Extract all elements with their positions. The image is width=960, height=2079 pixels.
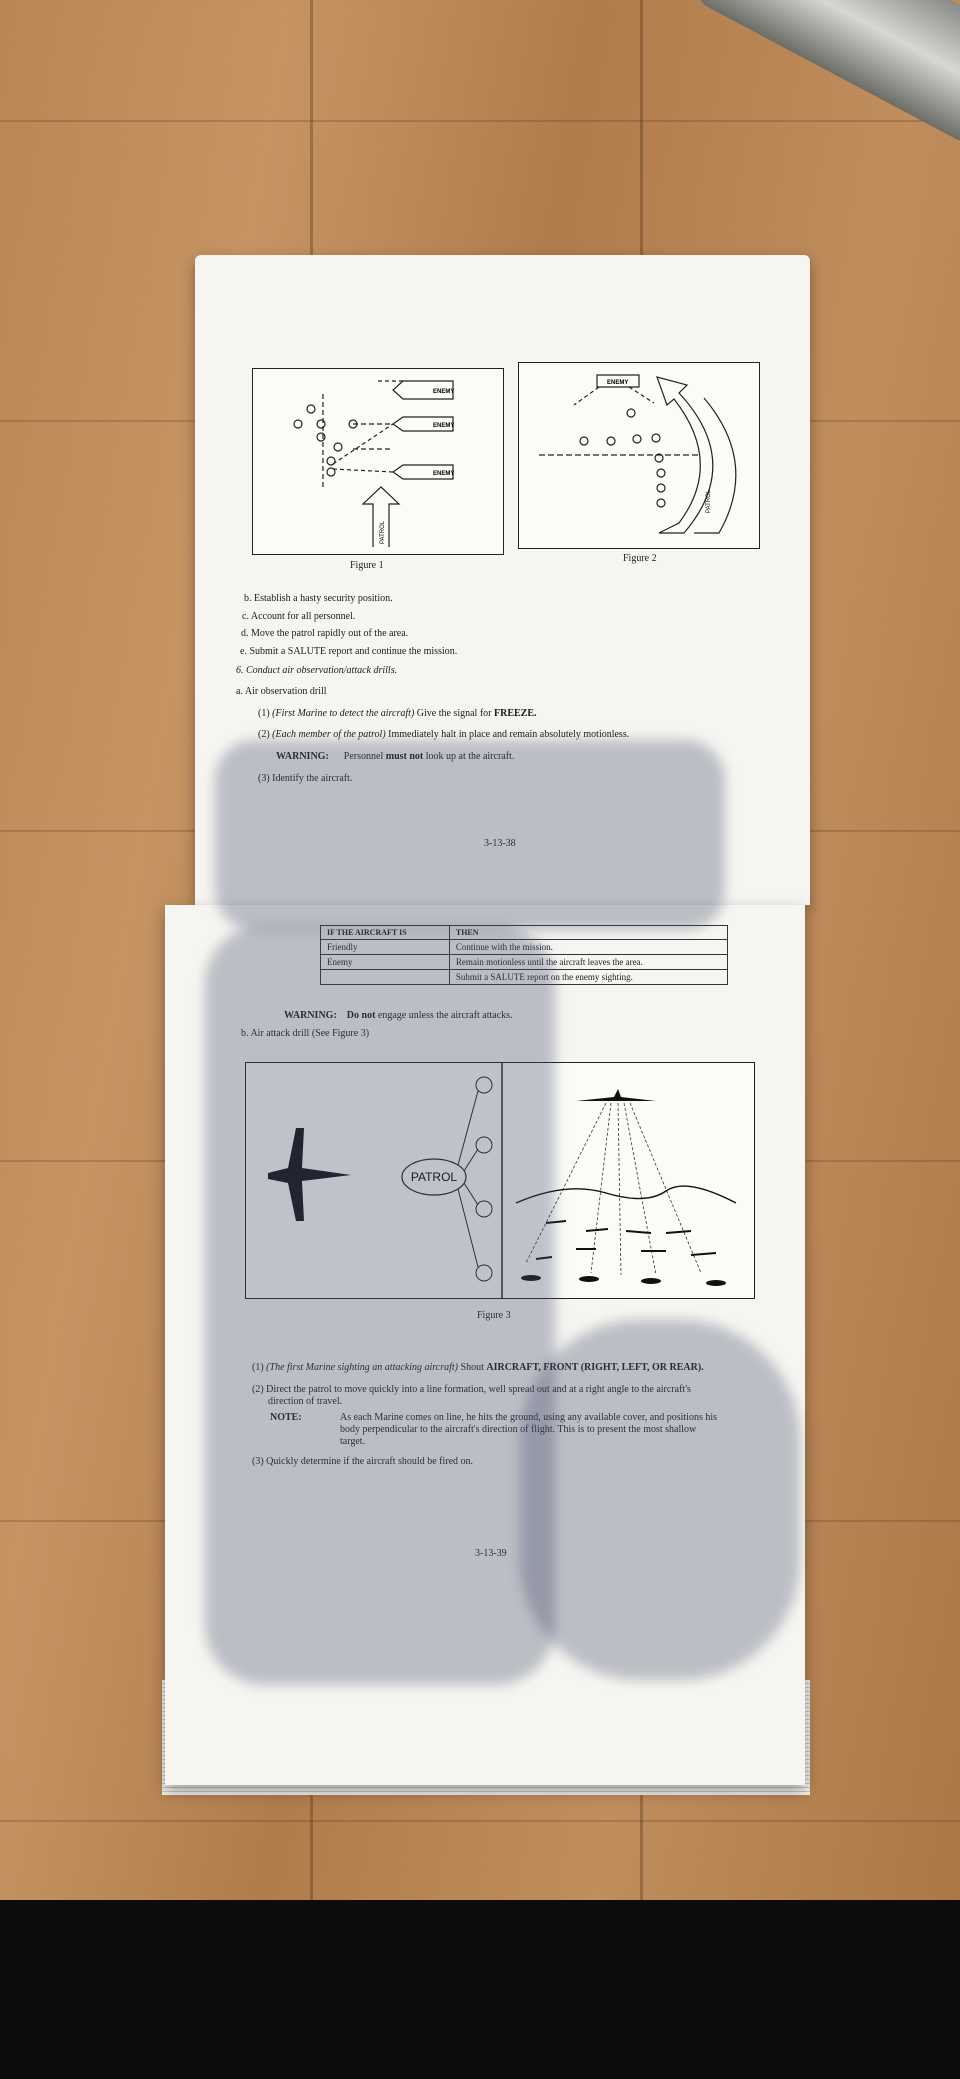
knife-blade: [691, 0, 960, 148]
photographer-shadow: [215, 740, 725, 930]
figure-2-caption: Figure 2: [623, 553, 657, 564]
figure-1-caption: Figure 1: [350, 560, 384, 571]
table-header-if: IF THE AIRCRAFT IS: [321, 926, 450, 940]
figure-1: [252, 368, 504, 555]
item-e: e. Submit a SALUTE report and continue the mission.: [240, 646, 458, 657]
attack-warning: WARNING: Do not engage unless the aircraft attacks.: [284, 1010, 513, 1021]
patrol-label-1: PATROL: [380, 520, 386, 544]
attack-step-3: (3) Quickly determine if the aircraft should be fired on.: [252, 1456, 474, 1467]
note-label: NOTE:: [270, 1412, 302, 1423]
figure-2: [518, 362, 760, 549]
item-b: b. Establish a hasty security position.: [244, 593, 393, 604]
note-line-1: As each Marine comes on line, he hits the ground, using any available cover, and positions his: [340, 1412, 718, 1423]
observation-step-2: (2) (Each member of the patrol) Immediately halt in place and remain absolutely motionless.: [258, 729, 630, 740]
observation-step-1: (1) (First Marine to detect the aircraft) Give the signal for FREEZE.: [258, 708, 537, 719]
photographer-shadow-arm: [520, 1320, 800, 1680]
observation-step-3: (3) Identify the aircraft.: [258, 773, 353, 784]
section-6: 6. Conduct air observation/attack drills.: [236, 665, 398, 676]
enemy-label-1: ENEMY: [433, 389, 455, 395]
attack-step-2-line2: direction of travel.: [268, 1396, 343, 1407]
figure-1-diagram: [253, 369, 503, 554]
note-line-2: body perpendicular to the aircraft's direction of flight. This is to present the most shallow: [340, 1424, 697, 1435]
item-d: d. Move the patrol rapidly out of the area.: [241, 628, 409, 639]
table-row: Friendly Continue with the mission.: [321, 940, 728, 955]
note-line-3: target.: [340, 1436, 366, 1447]
table-row: Enemy Remain motionless until the aircraft leaves the area.: [321, 955, 728, 970]
item-a: a. Air observation drill: [236, 686, 327, 697]
patrol-label-fig2: PATROL: [706, 489, 712, 513]
item-c: c. Account for all personnel.: [242, 611, 356, 622]
figure-3-caption: Figure 3: [477, 1310, 511, 1321]
table-row: Submit a SALUTE report on the enemy sighting.: [321, 970, 728, 985]
page-number-39: 3-13-39: [475, 1548, 507, 1559]
page-number-38: 3-13-38: [484, 838, 516, 849]
dark-floor: [0, 1900, 960, 2079]
fire-lines: [333, 381, 403, 472]
item-b-air-attack: b. Air attack drill (See Figure 3): [241, 1028, 370, 1039]
attack-step-1: (1) (The first Marine sighting an attacking aircraft) Shout AIRCRAFT, FRONT (RIGHT, LEFT, OR REAR).: [252, 1362, 704, 1373]
enemy-label-2: ENEMY: [433, 423, 455, 429]
figure-2-diagram: [519, 363, 759, 548]
attack-step-2-line1: (2) Direct the patrol to move quickly into a line formation, well spread out and at a right angle to the aircraft's: [252, 1384, 691, 1395]
enemy-label-3: ENEMY: [433, 471, 455, 477]
photographer-shadow-lower: [205, 925, 555, 1685]
observation-warning: WARNING: Personnel must not look up at the aircraft.: [276, 751, 515, 762]
enemy-label-fig2: ENEMY: [607, 380, 629, 386]
patrol-oval-label: PATROL: [410, 1170, 458, 1184]
table-header-then: THEN: [449, 926, 727, 940]
